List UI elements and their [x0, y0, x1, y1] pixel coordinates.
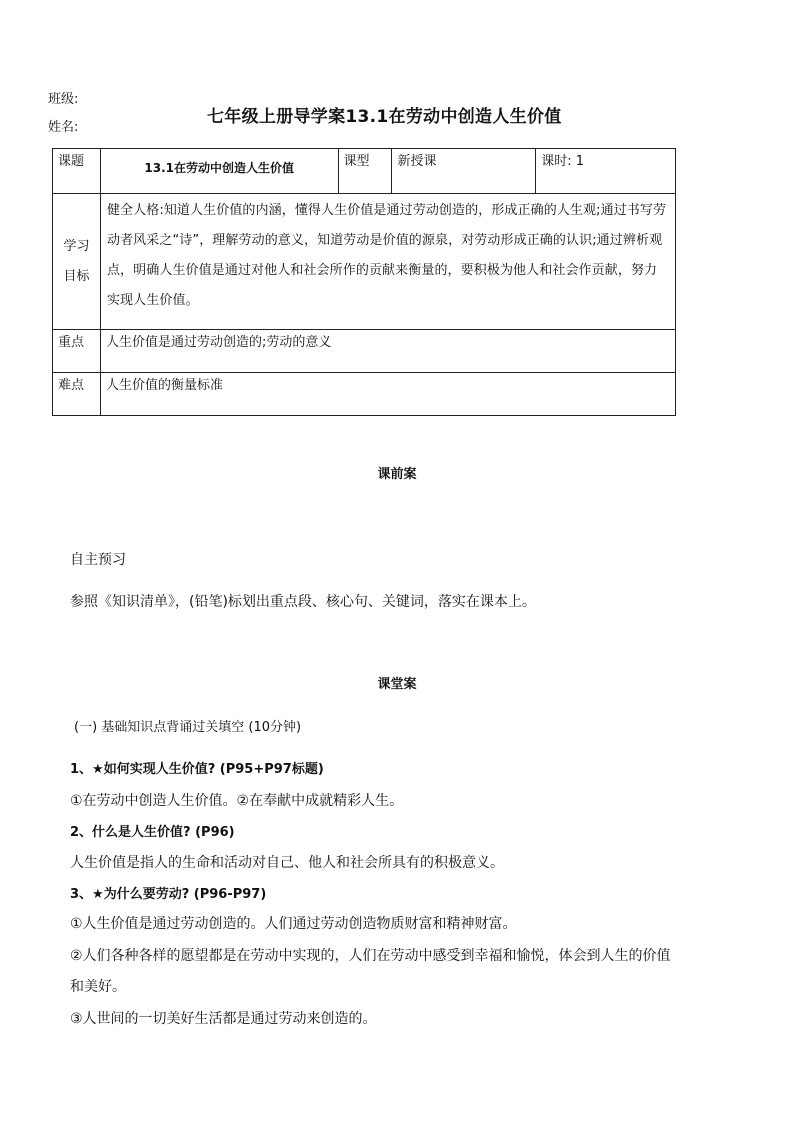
topic-value: 13.1在劳动中创造人生价值: [100, 149, 338, 194]
topic-row: [53, 149, 676, 194]
key-point-row: [53, 330, 676, 373]
lesson-info-table: [52, 148, 676, 416]
class-label: 班级:: [48, 92, 79, 107]
type-label: 课型: [338, 149, 392, 194]
question-3: 3、★为什么要劳动? (P96-P97): [70, 887, 267, 902]
name-label: 姓名:: [48, 120, 79, 135]
hours-value: 课时: 1: [536, 149, 676, 194]
key-point-label: 重点: [53, 330, 101, 373]
goals-text: 健全人格:知道人生价值的内涵，懂得人生价值是通过劳动创造的，形成正确的人生观;通过书写劳动者风采之“诗”，理解劳动的意义，知道劳动是价值的源泉，对劳动形成正确的认识;通过辨析观点，明确人生价值是通过对他人和社会所作的贡献来衡量的，要积极为他人和社会作贡献，努力实现人生价值。: [100, 194, 675, 330]
goals-row: [53, 194, 676, 330]
self-study-heading: 自主预习: [70, 552, 126, 568]
difficulty-label: 难点: [53, 373, 101, 416]
answer-3-point-2: ②人们各种各样的愿望都是在劳动中实现的，人们在劳动中感受到幸福和愉悦，体会到人生的价值: [70, 948, 671, 964]
question-2: 2、什么是人生价值? (P96): [70, 825, 235, 840]
document-title: 七年级上册导学案13.1在劳动中创造人生价值: [207, 107, 562, 127]
answer-2: 人生价值是指人的生命和活动对自己、他人和社会所具有的积极意义。: [70, 855, 504, 871]
topic-label: 课题: [53, 149, 101, 194]
answer-3-point-3: ③人世间的一切美好生活都是通过劳动来创造的。: [70, 1011, 377, 1027]
difficulty-row: [53, 373, 676, 416]
pre-class-heading: 课前案: [377, 467, 417, 482]
part-one-heading: (一) 基础知识点背诵过关填空 (10分钟): [74, 720, 302, 735]
in-class-heading: 课堂案: [377, 677, 417, 692]
answer-3-point-1: ①人生价值是通过劳动创造的。人们通过劳动创造物质财富和精神财富。: [70, 916, 517, 932]
goals-label: [53, 194, 101, 330]
goals-label-line-1: 学习: [63, 238, 90, 254]
question-1: 1、★如何实现人生价值? (P95+P97标题): [70, 762, 324, 777]
answer-1: ①在劳动中创造人生价值。②在奉献中成就精彩人生。: [70, 793, 404, 809]
key-point-value: 人生价值是通过劳动创造的;劳动的意义: [100, 330, 675, 373]
answer-3-point-2-cont: 和美好。: [70, 979, 126, 995]
goals-label-line-2: 目标: [63, 268, 90, 284]
self-study-instruction: 参照《知识清单》，(铅笔)标划出重点段、核心句、关键词，落实在课本上。: [70, 594, 536, 610]
type-value: 新授课: [392, 149, 536, 194]
difficulty-value: 人生价值的衡量标准: [100, 373, 675, 416]
